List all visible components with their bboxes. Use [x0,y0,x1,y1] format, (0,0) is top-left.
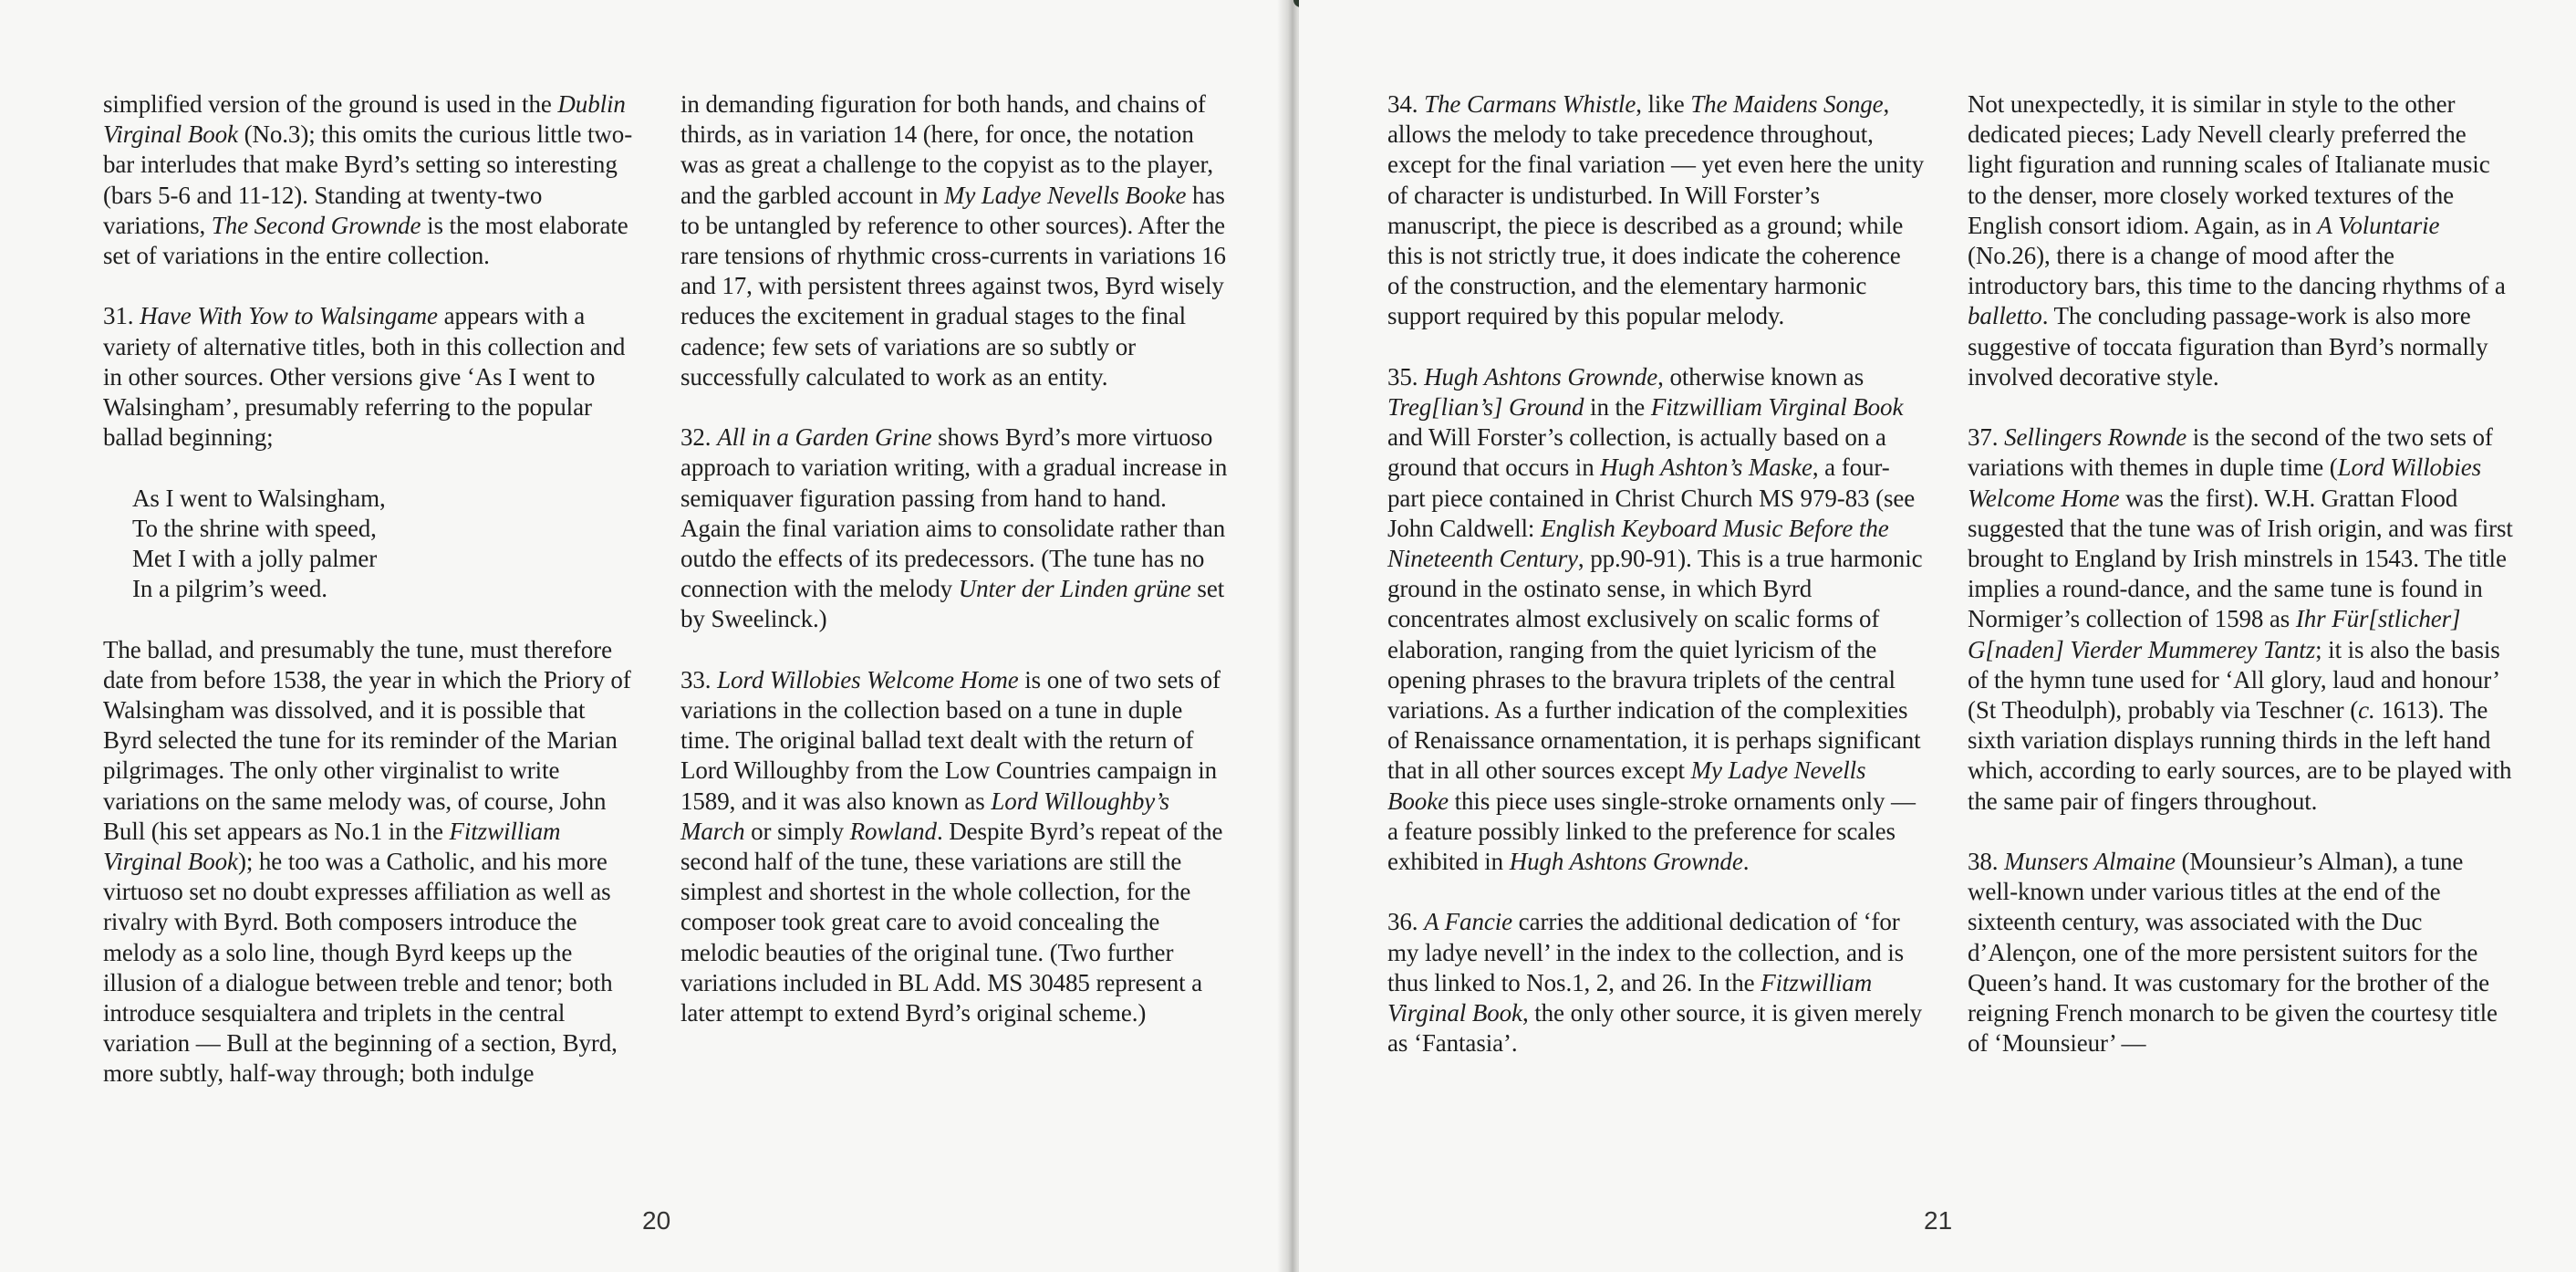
paragraph-36-a-fancie: 36. A Fancie carries the additional dedication of ‘for my ladye nevell’ in the index to the collection, and is thus linked to Nos.1, 2, and 26. In the Fitzwilliam Virginal Book, the only other source, it is given merely as ‘Fantasia’. [1387,908,1923,1058]
paragraph-33-willobies-welcome-home: 33. Lord Willobies Welcome Home is one of two sets of variations in the collection based on a tune in duple time. The original ballad text dealt with the return of Lord Willoughby from the Low Countries campaign in 1589, and it was also known as Lord Willoughby’s March or simply Rowland. Despite Byrd’s repeat of the second half of the tune, these variations are still the simplest and shortest in the whole collection, for the composer took great care to avoid concealing the melodic beauties of the original tune. (Two further variations included in BL Add. MS 30485 represent a later attempt to extend Byrd’s original scheme.) [680,665,1223,1027]
paragraph-32-garden-grine: 32. All in a Garden Grine shows Byrd’s more virtuoso approach to variation writing, with a gradual increase in semiquaver figuration passing from hand to hand. Again the final variation aims to consolidate rather than outdo the effects of its predecessors. (The tune has no connection with the melody Unter der Linden grüne set by Sweelinck.) [680,423,1228,633]
paragraph-35-hugh-ashtons-grownde: 35. Hugh Ashtons Grownde, otherwise known as Treg[lian’s] Ground in the Fitzwilliam Virginal Book and Will Forster’s collection, is actually based on a ground that occurs in Hugh Ashton’s Maske, a four-part piece contained in Christ Church MS 979-83 (see John Caldwell: English Keyboard Music Before the Nineteenth Century, pp.90-91). This is a true harmonic ground in the ostinato sense, in which Byrd concentrates almost exclusively on scalic forms of elaboration, ranging from the quiet lyricism of the opening phrases to the bravura triplets of the central variations. As a further indication of the complexities of Renaissance ornamentation, it is perhaps significant that in all other sources except My Ladye Nevells Booke this piece uses single-stroke ornaments only — a feature possibly linked to the preference for scales exhibited in Hugh Ashtons Grownde. [1387,362,1923,876]
right-page-column-1 [1387,89,1926,1090]
paragraph-dublin-virginal-book: simplified version of the ground is used in the Dublin Virginal Book (No.3); this omits the curious little two-bar interludes that make Byrd’s setting so interesting (bars 5-6 and 11-12). Standing at twenty-two variations, The Second Grownde is the most elaborate set of variations in the entire collection. [103,90,633,270]
left-page-column-1 [103,89,637,1120]
paragraph-dedicated-pieces: Not unexpectedly, it is similar in style to the other dedicated pieces; Lady Nevell clearly preferred the light figuration and running scales of Italianate music to the denser, more closely worked textures of the English consort idiom. Again, as in A Voluntarie (No.26), there is a change of mood after the introductory bars, this time to the dancing rhythms of a balletto. The concluding passage-work is also more suggestive of toccata figuration than Byrd’s normally involved decorative style. [1968,90,2506,391]
verse-line: In a pilgrim’s weed. [132,575,327,603]
verse-line: Met I with a jolly palmer [132,545,378,573]
verse-line: To the shrine with speed, [132,514,377,542]
paragraph-34-carmans-whistle: 34. The Carmans Whistle, like The Maidens Songe, allows the melody to take precedence throughout, except for the final variation — yet even here the unity of character is undisturbed. In Will Forster’s manuscript, the piece is described as a ground; while this is not strictly true, it does indicate the coherence of the construction, and the elementary harmonic support required by this popular melody. [1387,90,1925,330]
paragraph-31-walsingame: 31. Have With Yow to Walsingame appears with a variety of alternative titles, both in this collection and in other sources. Other versions give ‘As I went to Walsingham’, presumably referring to the popular ballad beginning; [103,302,626,452]
verse-line: As I went to Walsingham, [132,484,386,512]
ballad-verse [132,484,637,605]
paragraph-ballad-history: The ballad, and presumably the tune, must therefore date from before 1538, the year in which the Priory of Walsingham was dissolved, and it is possible that Byrd selected the tune for its reminder of the Marian pilgrimages. The only other virginalist to write variations on the same melody was, of course, John Bull (his set appears as No.1 in the Fitzwilliam Virginal Book); he too was a Catholic, and his more virtuoso set no doubt expresses affiliation as well as rivalry with Byrd. Both composers introduce the melody as a solo line, though Byrd keeps up the illusion of a dialogue between treble and tenor; both introduce sesquialtera and triplets in the central variation — Bull at the beginning of a section, Byrd, more subtly, half-way through; both indulge [103,635,631,1088]
page-number-right: 21 [1924,1206,1953,1235]
paragraph-figuration: in demanding figuration for both hands, and chains of thirds, as in variation 14 (here, for once, the notation was as great a challenge to the copyist as to the player, and the garbled account in My Ladye Nevells Booke has to be untangled by reference to other sources). After the rare tensions of rhythmic cross-currents in variations 16 and 17, with persistent threes against twos, Byrd wisely reduces the excitement in gradual stages to the final cadence; few sets of variations are so subtly or successfully calculated to work as an entity. [680,90,1226,391]
paragraph-37-sellingers-rownde: 37. Sellingers Rownde is the second of the two sets of variations with themes in duple time (Lord Willobies Welcome Home was the first). W.H. Grattan Flood suggested that the tune was of Irish origin, and was first brought to England by Irish minstrels in 1543. The title implies a round-dance, and the same tune is found in Normiger’s collection of 1598 as Ihr Für[stlicher] G[naden] Vierder Mummerey Tantz; it is also the basis of the hymn tune used for ‘All glory, laud and honour’ (St Theodulph), probably via Teschner (c. 1613). The sixth variation displays running thirds in the left hand which, according to early sources, are to be played with the same pair of fingers throughout. [1968,423,2513,815]
left-page-column-2 [680,89,1228,1058]
paragraph-38-munsers-almaine: 38. Munsers Almaine (Mounsieur’s Alman), a tune well-known under various titles at the end of the sixteenth century, was associated with the Duc d’Alençon, one of the more persistent suitors for the Queen’s hand. It was customary for the brother of the reigning French monarch to be given the courtesy title of ‘Mounsieur’ — [1968,848,2498,1058]
right-page-column-2 [1968,89,2515,1090]
left-page [0,0,1286,1272]
page-number-left: 20 [642,1206,671,1235]
